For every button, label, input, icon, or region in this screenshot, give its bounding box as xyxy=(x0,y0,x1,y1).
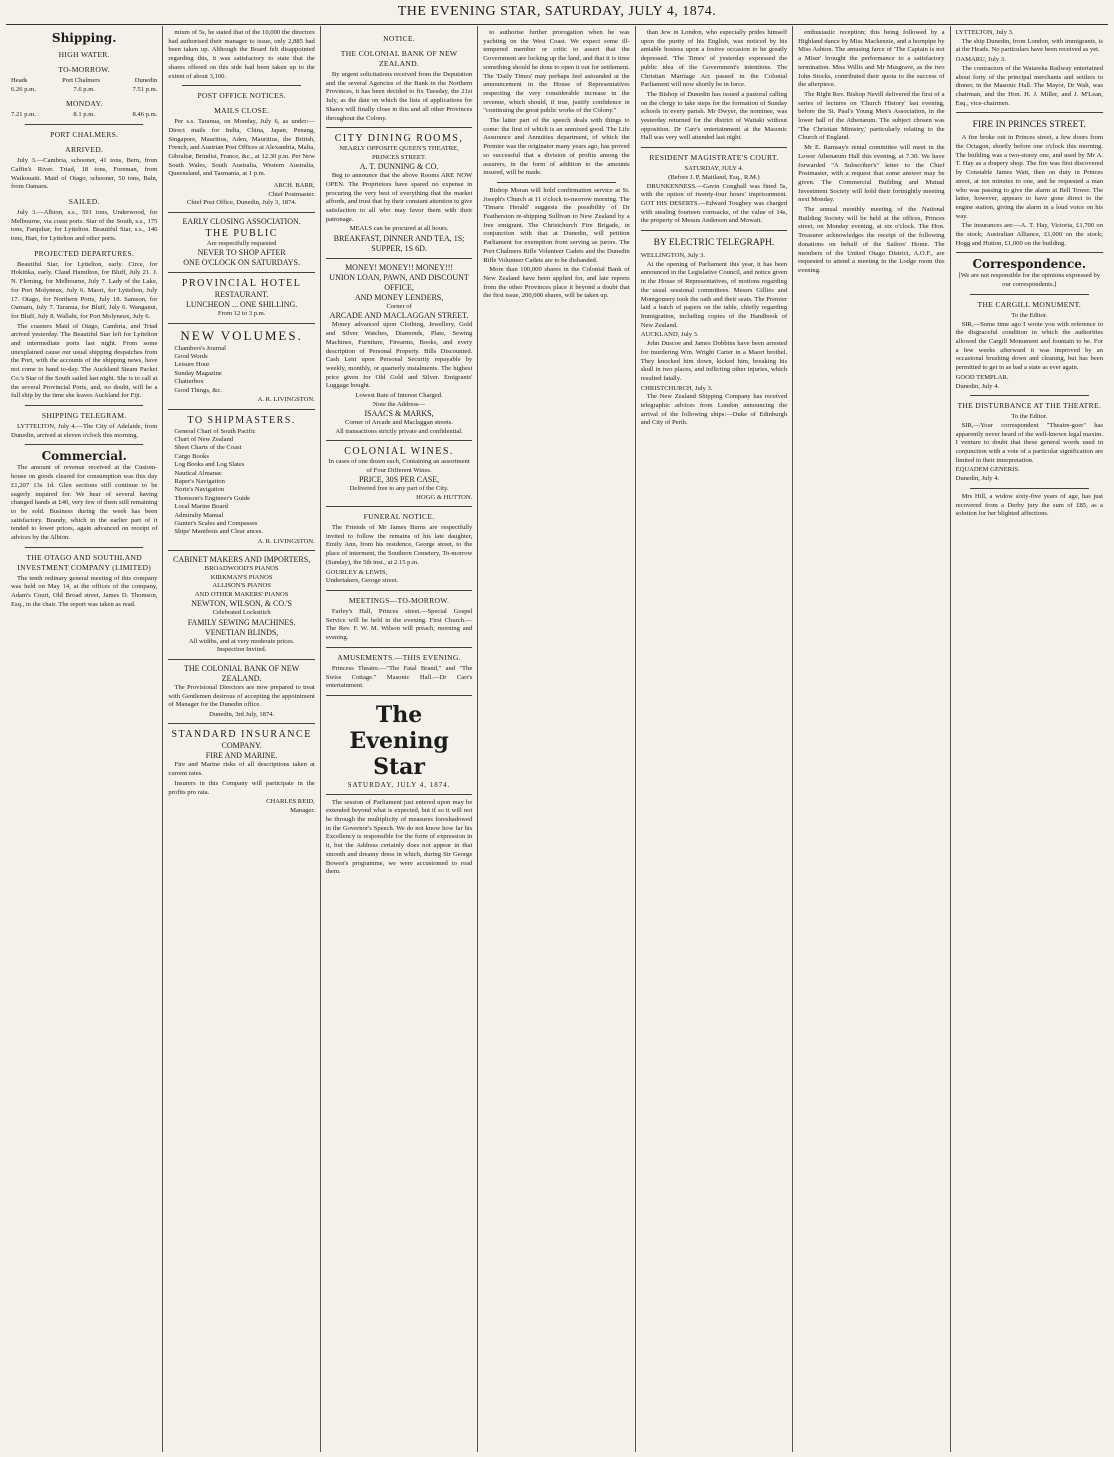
correspondence-heading: Correspondence. xyxy=(972,257,1087,272)
telegraph-text: The contractors of the Waiareka Railway entertained about forty of the principal merchants and settlers to dinner, in the Masonic Hall. The Mayor, Dr Walt, was chairman, and the Hon. H. J. Miller, and J. M'Lean, Esq., vice-chairmen. xyxy=(955,64,1103,107)
divider xyxy=(168,550,314,551)
venetian-blinds: VENETIAN BLINDS, xyxy=(204,627,279,637)
to-editor: To the Editor. xyxy=(1011,413,1048,421)
theatre-heading: THE DISTURBANCE AT THE THEATRE. xyxy=(957,401,1102,411)
list-item: Gunter's Scales and Compasses xyxy=(174,520,258,528)
tide-cell: 7.51 p.m. xyxy=(132,85,158,93)
rm-before: (Before J. P. Maitland, Esq., R.M.) xyxy=(668,173,760,181)
amusements-heading: AMUSEMENTS.—THIS EVENING. xyxy=(337,652,461,662)
letter-signature: GOOD TEMPLAR. xyxy=(955,373,1009,381)
article-paragraph: than Jew in London, who especially prides himself upon the purity of his English, was noticed by his amiable hostess upon a festive occasion to be greatly depressed. 'The Times' of yesterday expressed the public idea of the Government's intentions. The Christian Marriage Act passed in the Colonial Parliament will now shortly be in force. xyxy=(640,29,788,89)
newton-wilson: NEWTON, WILSON, & CO.'S xyxy=(191,599,292,609)
list-item: Ships' Manifests and Clear ances. xyxy=(174,528,263,536)
wines-title: COLONIAL WINES. xyxy=(344,446,454,458)
column-3 xyxy=(321,26,478,1452)
tide-head-port: Port Chalmers xyxy=(62,77,101,84)
divider xyxy=(25,405,143,406)
restaurant-title: RESTAURANT. xyxy=(214,290,269,300)
divider xyxy=(168,409,314,410)
letter-text: SIR,—Some time ago I wrote you with reference to the disgraceful condition in which the authorities allowed the Cargill Monument and fountain to be. For a few weeks afterward it was improved by an occasional brushing down and cleaning, but has been permitted to get in as bad a state as ever again. xyxy=(955,320,1103,372)
rm-date: SATURDAY, JULY 4. xyxy=(684,165,744,173)
list-item: Admiralty Manual xyxy=(174,511,224,519)
insurance-text: Fire and Marine risks of all descriptions taken at current rates. xyxy=(168,761,315,778)
article-paragraph: Mr E. Ramsay's rental committee will meet in the Lower Athenæum Hall this evening, at 7.30. We have forwarded "A Subscriber's" letter to the Chief Postmaster, with a request that some answer may be given. The Commercial Building and Mutual Investment Society will hold their fortnightly meeting next Monday. xyxy=(798,144,945,204)
list-item: Good Things, &c. xyxy=(174,386,222,394)
telegraph-place: LYTTELTON, July 3. xyxy=(955,29,1014,36)
monday-heading: MONDAY. xyxy=(65,99,103,109)
isaacs-corner: Corner of Arcade and Maclaggan streets. xyxy=(345,419,454,427)
advertiser-name: A. R. LIVINGSTON. xyxy=(257,396,315,404)
column-2 xyxy=(163,26,320,1452)
new-volumes-ad xyxy=(168,328,314,405)
money-lenders: AND MONEY LENDERS, xyxy=(354,292,444,302)
article-continued: mium of 5s, he stated that of the 10,000 the directors had authorised their manager to issue, only 2,885 had been taken up. Although the Board felt disappointed regarding this, it was satisfactory to state that the shares offered on this side had been taken up to the extent of about 3,100. xyxy=(168,29,315,80)
article-paragraph: Mrs Hill, a widow sixty-five years of age, has just recovered from a Derby jury the sum of £85, as a solution for her blighted affections. xyxy=(955,492,1103,518)
cabinet-title: CABINET MAKERS AND IMPORTERS, xyxy=(173,555,311,565)
transactions-text: All transactions strictly private and confidential. xyxy=(335,427,463,435)
union-loan-title: UNION LOAN, PAWN, AND DISCOUNT OFFICE, xyxy=(329,272,469,292)
notice-heading: NOTICE. xyxy=(383,34,415,43)
divider xyxy=(326,695,472,696)
undertaker-address: Undertakers, George street. xyxy=(325,577,399,585)
telegraph-heading: BY ELECTRIC TELEGRAPH. xyxy=(653,238,775,249)
money-text: Money advanced upon Clothing, Jewellery, Gold and Silver Watches, Diamonds, Plate, Sewing Machines, Furniture, Firearms, Books, and every description of Personal Property. Bills Discounted. Cash Lent upon Personal Security repayable by weekly, monthly, or quarterly instalments. The highest price given for Old Gold and Silver. Emigrants' Luggage bought. xyxy=(325,321,473,390)
manager-title: Manager. xyxy=(290,806,315,814)
piano-line: AND OTHER MAKERS' PIANOS xyxy=(194,590,289,598)
arrived-heading: ARRIVED. xyxy=(65,145,104,155)
article-paragraph: The latter part of the speech deals with things to come: the first of which is an unmixed good. The Life Assurance and Annuities department, of which the Premier was the originator many years ago, has proved so successful that a division of profits among the assurers, in the form of addition to the amounts insured, will be made. xyxy=(483,117,630,177)
divider xyxy=(970,395,1089,396)
to-editor: To the Editor. xyxy=(1011,311,1048,319)
column-6 xyxy=(793,26,950,1452)
piano-line: ALLISON'S PIANOS xyxy=(212,582,271,590)
tide-header-row xyxy=(11,77,157,86)
standard-insurance-title: STANDARD INSURANCE xyxy=(171,729,312,741)
corner-of: Corner of xyxy=(386,302,412,310)
fire-text: A fire broke out in Princes street, a few doors from the Octagon, shortly before one o'clock this morning. The building was a two-storey one, and used by Mr A. T. Hay as a drapery shop. The fire was first discovered by Constable James Watt, then on duty in Princes street, at ten minutes to one, and he requested a man who was passing to give the alarm at Bell Tower. The latter, however, appears to have gone direct to the engine station, giving the alarm in a loud voice on his way. xyxy=(955,134,1103,220)
meetings-heading: MEETINGS—TO-MORROW. xyxy=(348,595,450,605)
column-4 xyxy=(478,26,635,1452)
divider xyxy=(168,323,314,324)
divider xyxy=(970,488,1089,489)
hogg-hutton: HOGG & HUTTON. xyxy=(416,493,473,501)
newspaper-title: The Evening Star xyxy=(349,701,449,780)
standard-insurance-ad xyxy=(168,728,314,815)
tide-row xyxy=(11,111,157,120)
fire-text: The insurances are:—A. T. Hay, Victoria, £1,700 on the stock; Australian Alliance, £1,000 on the stock; Hogg and Hutton, £1,000 on the building. xyxy=(955,222,1103,247)
divider xyxy=(326,647,472,648)
otago-company-text: The tenth ordinary general meeting of this company was held on May 14, at the offices of the company, Adam's Court, Old Broad street, James D. Thomson, Esq., in the chair. The report was taken as read. xyxy=(11,574,158,608)
arrived-text: July 3.—Cambria, schooner, 41 tons, Bern, from Caffin's River. Triad, 18 tons, Foreman, from Waikouaiti. Maid of Otago, schooner, 50 tons, Baln, from Oamaru. xyxy=(11,157,158,191)
tide-cell: 7.21 p.m. xyxy=(11,111,36,119)
column-5 xyxy=(636,26,793,1452)
to-morrow-heading: TO-MORROW. xyxy=(58,65,111,74)
dunning-name: A. T. DUNNING & CO. xyxy=(359,162,439,172)
article-paragraph: More than 100,000 shares in the Colonial Bank of New Zealand have been applied for, and late reports from the other Provinces place it beyond a doubt that the first issue, 200,000 shares, will be taken up. xyxy=(483,266,630,300)
sailed-text: July 3.—Albion, s.s., 591 tons, Underwood, for Melbourne, via coast ports. Star of the South, s.s., 175 tons, Farquhar, for Lyttelton. Beautiful Star, s.s., 146 tons, Hart, for Lyttelton and other ports. xyxy=(11,208,158,243)
divider xyxy=(497,182,615,183)
tide-cell: 8.46 p.m. xyxy=(132,111,158,119)
shipmasters-title: TO SHIPMASTERS. xyxy=(187,414,296,426)
venetian-text: All widths, and at very moderate prices. xyxy=(188,637,295,645)
column-1 xyxy=(6,26,163,1452)
article-paragraph: to authorise further prorogation when he was yachting on the West Coast. We expect some ill-tempered member or critic to assert that the Government are locking up the land, and that it is time something should be done to open it out for settlement. The 'Daily Times' may perhaps feel astounded at the announcement in the House of Representatives respecting the very considerable increase in the revenue, which should, if true, justify confidence in "continuing the great public works of the Colony." xyxy=(483,29,630,115)
divider xyxy=(168,272,314,273)
dining-text: Beg to announce that the above Rooms ARE NOW OPEN. The Proprietors have spared no expense in procuring the very best of everything that the market affords, and trust that by their constant attention to give satisfaction to all who may favor them with their patronage. xyxy=(325,172,473,223)
divider xyxy=(326,258,472,259)
piano-line: BROADWOOD'S PIANOS xyxy=(204,565,279,573)
list-item: Chambers's Journal xyxy=(174,344,226,352)
divider xyxy=(641,230,787,231)
early-closing-ad xyxy=(168,217,314,269)
list-item: General Chart of South Pacific xyxy=(174,427,256,435)
article-paragraph: The Bishop of Dunedin has issued a pastoral calling on the clergy to take steps for the formation of Sunday schools in every parish. Mr Dwyer, the nominee, was yesterday returned for the district of Waitaki without opposition. Dr Carr's entertainment at the Masonic Hall was very well attended last night. xyxy=(640,90,788,142)
telegraph-text: The New Zealand Shipping Company has received telegraphic advices from London announcing the arrival of the following ships:—Duke of Edinburgh and City of Perth. xyxy=(640,393,788,427)
list-item: Leisure Hour xyxy=(174,361,210,369)
rm-court-heading: RESIDENT MAGISTRATE'S COURT. xyxy=(649,153,779,163)
list-item: Sheet Charts of the Coast xyxy=(174,444,242,452)
post-office-date: Chief Post Office, Dunedin, July 3, 1874. xyxy=(186,199,297,207)
new-volumes-title: NEW VOLUMES. xyxy=(180,327,303,343)
lockstitch-text: Celebrated Lockstitch xyxy=(212,609,271,617)
divider xyxy=(956,252,1103,253)
letter-date: Dunedin, July 4. xyxy=(955,475,1000,483)
list-item: Chart of New Zealand xyxy=(174,435,234,443)
divider xyxy=(326,440,472,441)
leading-article: The session of Parliament just entered upon may be extended beyond what is expected, but if so it will not be through the multiplicity of measures foreshadowed in the Governor's Speech. We do not know how far his Excellency is responsible for the form of expression in it, but the Address certainly does not appear in that smooth and dreamy dress in which, during Sir George Bowen's programme, we were accustomed to read them. xyxy=(325,798,473,876)
article-paragraph: The annual monthly meeting of the National Building Society will be held at the offices, Princes street, on Monday evening, at six o'clock. The Hon. Treasurer acknowledges the receipt of the following donations on behalf of the Sailors' Home. The members of the United Otago District, A.O.F., are requested to attend a meeting in the Lodge room this evening. xyxy=(798,206,945,274)
colonial-bank-title: THE COLONIAL BANK OF NEW ZEALAND. xyxy=(184,663,300,683)
masthead-rule xyxy=(6,24,1108,25)
luncheon-hours: From 12 to 3 p.m. xyxy=(217,310,266,318)
tide-head-dunedin: Dunedin xyxy=(134,77,158,84)
colonial-bank-date: Dunedin, 3rd July, 1874. xyxy=(209,710,275,718)
meetings-text: Farley's Hall, Princes street.—Special Gospel Service will be held in the evening. First Church.—The Rev. F. W. M. Wilson will preach, morning and evening. xyxy=(325,607,473,642)
lowest-rate: Lowest Rate of Interest Charged. xyxy=(355,392,443,400)
wines-text: In cases of one dozen each, Containing an assortment of Four Different Wines. xyxy=(328,458,470,474)
telegraph-place: AUCKLAND, July 3. xyxy=(640,331,699,339)
postmaster-title: Chief Postmaster. xyxy=(268,190,315,198)
divider xyxy=(641,147,787,148)
article-paragraph: enthusiastic reception; this being followed by a Highland dance by Miss Mackenzie, and a hornpipe by Miss Ashton. The amusing farce of 'The Captain is not a Miser' brought the performance to a satisfactory termination. Miss Willis and Mr Musgrave, as the two John Stocks, contributed their quota to the success of the afterpiece. xyxy=(798,29,945,89)
post-office-heading: POST OFFICE NOTICES. xyxy=(197,91,286,101)
shipping-heading: Shipping. xyxy=(51,31,117,45)
list-item: Norie's Navigation xyxy=(174,486,225,494)
mails-text: Per s.s. Taranua, on Monday, July 6, as under:— Direct mails for India, China, Japan, Penang, Singapore, Mauritius, Aden, Mauritius, the British, French, and Austrian Post Offices at Alexandria, Malta, Gibraltar, Brindisi, France, &c., at 12.30 p.m. Per New South Wales, South Australia, Western Australia, Queensland, and Tasmania, at 1 p.m. xyxy=(168,118,315,178)
editorial-dateline: SATURDAY, JULY 4, 1874. xyxy=(347,780,451,789)
fire-heading: FIRE IN PRINCES STREET. xyxy=(972,120,1086,131)
tide-cell: 8.1 p.m. xyxy=(73,111,96,119)
divider xyxy=(326,506,472,507)
telegraph-text: The ship Dunedin, from London, with immigrants, is at the Heads. No particulars have been received as yet. xyxy=(955,37,1103,54)
telegraph-text: At the opening of Parliament this year, it has been announced in the Legislative Council, and notice given in the House of Representatives, of motions regarding the usual sessional committees. Messrs Gillies and Montgomery took the oath and their seats. The Premier laid a batch of papers on the table, chiefly regarding Immigration, including copies of the Handbook of New Zealand. xyxy=(640,260,788,329)
dining-rooms-ad xyxy=(326,132,472,254)
postmaster-name: ARCH. BARR, xyxy=(273,182,315,190)
company-text: COMPANY. xyxy=(221,741,262,751)
tide-head-heads: Heads xyxy=(11,77,28,84)
volumes-list xyxy=(168,345,314,395)
letter-signature: EQUADEM GENERIS. xyxy=(955,466,1020,474)
colonial-wines-ad xyxy=(326,445,472,502)
projected-heading: PROJECTED DEPARTURES. xyxy=(34,248,135,258)
early-closing-title: EARLY CLOSING ASSOCIATION. xyxy=(182,216,301,226)
divider xyxy=(182,85,300,86)
tide-cell: 7.6 p.m. xyxy=(73,85,96,93)
list-item: Thomson's Engineer's Guide xyxy=(174,494,251,502)
isaacs-marks: ISAACS & MARKS, xyxy=(364,409,434,419)
luncheon-text: LUNCHEON ... ONE SHILLING. xyxy=(185,300,298,310)
dining-title: CITY DINING ROOMS, xyxy=(334,133,464,145)
disclaimer: [We are not responsible for the opinions expressed by our correspondents.] xyxy=(958,272,1101,289)
never-text: NEVER TO SHOP AFTER xyxy=(197,248,286,258)
list-item: Log Books and Log Slates xyxy=(174,461,245,469)
fire-marine-text: FIRE AND MARINE. xyxy=(205,751,278,761)
requested-text: Are respectfully requested xyxy=(206,239,277,247)
rm-text: DRUNKENNESS.—Gavin Conghall was fined 5s, with the option of twenty-four hours' imprisonment. GOT HIS DESERTS.—Edward Toughey was charged with stealing fourteen cornsacks, of the value of 14s, the property of Messrs Anderson and Mowatt. xyxy=(640,182,788,225)
colonial-bank-ad xyxy=(168,664,314,720)
sailed-heading: SAILED. xyxy=(68,196,100,206)
cargill-heading: THE CARGILL MONUMENT. xyxy=(977,299,1082,309)
telegram-heading: SHIPPING TELEGRAM. xyxy=(41,410,127,420)
divider xyxy=(326,127,472,128)
list-item: Cargo Books xyxy=(174,452,209,460)
funeral-text: The Friends of Mr James Burns are respectfully invited to follow the remains of his late daughter, Emily Ann, from his residence, George street, to the place of interment, the Southern Cemetery, To-morrow (Sunday), the 5th inst., at 2.15 p.m. xyxy=(325,524,473,566)
charts-list xyxy=(168,428,314,537)
profits-text: Insurers in this Company will participate in the profits pro rata. xyxy=(168,779,315,796)
divider xyxy=(326,794,472,795)
telegram-text: LYTTELTON, July 4.—The City of Adelaide, from Dunedin, arrived at eleven o'clock this morning. xyxy=(11,422,158,439)
divider xyxy=(168,723,314,724)
divider xyxy=(25,547,143,548)
mails-close-heading: MAILS CLOSE. xyxy=(214,106,270,116)
letter-date: Dunedin, July 4. xyxy=(955,382,1000,390)
one-oclock-text: ONE O'CLOCK ON SATURDAYS. xyxy=(183,258,300,268)
divider xyxy=(326,590,472,591)
funeral-heading: FUNERAL NOTICE. xyxy=(363,512,435,522)
cabinet-makers-ad xyxy=(168,555,314,655)
list-item: Local Marine Board xyxy=(174,503,228,511)
shipping-news: The coasters Maid of Otago, Cambria, and Triad arrived yesterday. The Beautiful Star left for Lyttelton and intermediate ports last night. From some unexplained cause our usual shipping despatches from the Port, with the accounts of the shipping news, have not come to hand to-day. The Auckland Steam Packet Co.'s Star of the South sailed last night. She is to call at the several Provincial Ports, and, no doubt, will be a full ship by the time she leaves Auckland for Fiji. xyxy=(11,322,158,400)
divider xyxy=(956,112,1103,113)
bank-notice-text: By urgent solicitations received from the Deputation and the several Agencies of the Bank in the Northern Provinces, it has been decided to fix Tuesday, the 21st July, as the date on which the lists of applications for Shares will finally close in this and all other Provinces throughout the Colony. xyxy=(325,71,473,122)
divider xyxy=(970,294,1089,295)
list-item: Raper's Navigation xyxy=(174,478,225,486)
divider xyxy=(25,124,143,125)
divider xyxy=(168,212,314,213)
amusements-text: Princess Theatre.—"The Fatal Brand," and "The Swiss Cottage." Masonic Hall.—Dr Carr's entertainment. xyxy=(325,664,473,690)
advertiser-name: A. R. LIVINGSTON. xyxy=(257,537,315,545)
projected-text: Beautiful Star, for Lyttelton, early. Circe, for Hokitika, early. Claud Hamilton, for Bluff, July 21. J. N. Fleming, for Melbourne, July 7. Lady of the Lake, for Port Molyneux, July 6. Maori, for Lyttelton, July 17. Otago, for Northern Ports, July 18. Samson, for Oamaru, July 7. Taranua, for Bluff, July 6. Wanganui, for Bluff, July 8. Wallabi, for Port Molyneux, July 6. xyxy=(11,260,158,320)
arcade-street: ARCADE AND MACLAGGAN STREET. xyxy=(329,311,469,321)
note-address: Note the Address— xyxy=(373,400,426,408)
commercial-text: The amount of revenue received at the Custom-house on goods cleared for consumption was this day £1,207 13s 1d. Glen sections still continue to be eagerly inquired for. We hear of several having changed hands at £40, very few of them still remaining to be sold. Business during the week has been satisfactory. Brandy, which in the earlier part of it tended to lower prices, again advanced on receipt of advices by the Albion. xyxy=(11,464,158,542)
colonial-bank-text: The Provisional Directors are now prepared to treat with Gentlemen desirous of accepting the appointment of Manager for the Dunedin office. xyxy=(168,683,315,709)
undertaker-name: GOURLEY & LEWIS, xyxy=(325,568,388,576)
port-heading: PORT CHALMERS. xyxy=(50,130,119,140)
telegraph-place: OAMARU, July 3. xyxy=(955,56,1006,64)
otago-company-heading: THE OTAGO AND SOUTHLAND INVESTMENT COMPANY (LIMITED) xyxy=(17,552,152,572)
provincial-hotel-ad xyxy=(168,277,314,319)
telegraph-place: WELLINGTON, July 3. xyxy=(640,252,706,260)
money-ad xyxy=(326,263,472,436)
bank-notice-heading: THE COLONIAL BANK OF NEW ZEALAND. xyxy=(340,49,458,68)
list-item: Nautical Almanac xyxy=(174,469,222,477)
postmaster-signature xyxy=(168,182,314,208)
inspection-text: Inspection Invited. xyxy=(216,646,267,654)
tide-row xyxy=(11,86,157,95)
list-item: Good Words xyxy=(174,353,208,361)
list-item: Chatterbox xyxy=(174,378,204,386)
delivered-text: Delivered free to any part of the City. xyxy=(349,485,449,493)
piano-line: KIRKMAN'S PIANOS xyxy=(210,573,273,581)
meals-text: MEALS can be procured at all hours. xyxy=(349,225,449,233)
sewing-machines: FAMILY SEWING MACHINES. xyxy=(187,617,296,627)
wines-price: PRICE, 30S PER CASE, xyxy=(358,475,440,485)
column-7 xyxy=(951,26,1108,1452)
columns xyxy=(6,26,1108,1452)
telegraph-place: CHRISTCHURCH, July 3. xyxy=(640,384,713,392)
divider xyxy=(168,659,314,660)
article-paragraph: The Right Rev. Bishop Nevill delivered the first of a series of lectures on 'Church History' last evening, before the St. Paul's Young Men's Association, in the lower hall of the Athenæum. The subject chosen was 'The Christian Ministry,' particularly relating to the Church of England. xyxy=(798,90,945,142)
money-title: MONEY! MONEY!! MONEY!!! xyxy=(345,262,454,272)
shipmasters-ad xyxy=(168,414,314,547)
breakfast-prices: BREAKFAST, DINNER AND TEA, 1S; SUPPER, 1S 6D. xyxy=(333,233,465,253)
divider xyxy=(25,444,143,445)
commercial-heading: Commercial. xyxy=(41,449,127,464)
provincial-hotel-title: PROVINCIAL HOTEL xyxy=(181,278,302,290)
manager-name: CHARLES REID, xyxy=(266,798,315,806)
the-public: THE PUBLIC xyxy=(205,227,278,239)
masthead: THE EVENING STAR, SATURDAY, JULY 4, 1874. xyxy=(397,4,717,19)
list-item: Sunday Magazine xyxy=(174,369,222,377)
high-water-heading: HIGH WATER. xyxy=(58,50,110,59)
article-paragraph: Bishop Moran will hold confirmation service at St. Joseph's Church at 11 o'clock to-morrow morning. The 'Timaru Herald' suggests the possibility of Dr Featherston re-shipping Sullivan to New Zealand by a free emigrant. The Christchurch Fire Brigade, in conjunction with that at Dunedin, will petition Parliament for exemption from serving as jurors. The Port Chalmers Rifle Volunteer Cadets and the Dunedin Rifle Volunteer Cadets are to be disbanded. xyxy=(483,186,630,264)
dining-sub: NEARLY OPPOSITE QUEEN'S THEATRE, PRINCES STREET. xyxy=(339,145,459,161)
telegraph-text: John Duscoe and James Dobbins have been arrested for murdering Wm. Wright Carter in a Maori brothel. They knocked him down, kicked him, breaking his skull in two places, and inflicting other injuries, which resulted fatally. xyxy=(640,340,788,382)
tide-cell: 6.26 p.m. xyxy=(11,85,36,93)
letter-text: SIR,—Your correspondent "Theatre-goer" has apparently never heard of the well-known legal maxim. I venture to doubt that these general words used in conjunction with a vote of a particular signification are limited in their interpretation. xyxy=(955,421,1103,464)
